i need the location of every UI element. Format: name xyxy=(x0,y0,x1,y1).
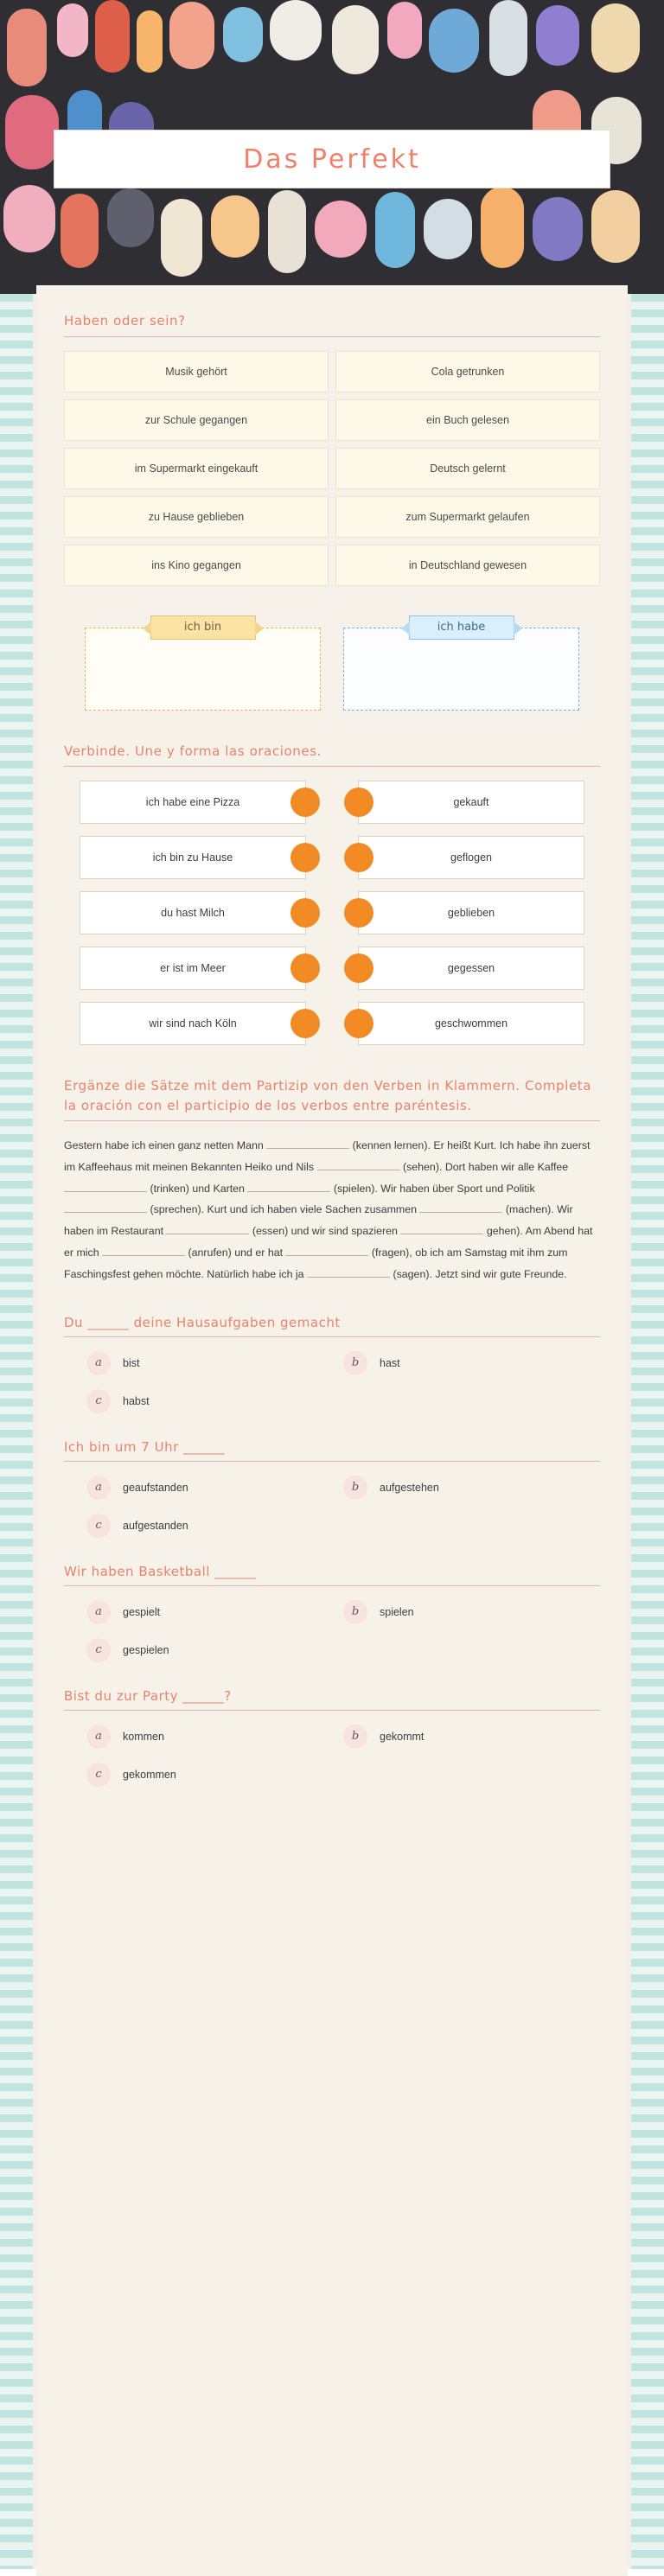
connector-dot-icon[interactable] xyxy=(344,898,374,928)
quiz-option[interactable] xyxy=(86,1600,343,1624)
quiz-question-1 xyxy=(64,1315,600,1413)
connector-dot-icon[interactable] xyxy=(344,1009,374,1038)
quiz-options xyxy=(64,1600,600,1662)
decor-blob xyxy=(3,185,55,252)
match-right-item[interactable] xyxy=(358,947,584,990)
match-left-label: ich habe eine Pizza xyxy=(145,796,240,808)
option-key-badge: b xyxy=(343,1351,367,1375)
phrase-cell[interactable]: Deutsch gelernt xyxy=(335,448,600,489)
quiz-option[interactable] xyxy=(86,1514,343,1538)
match-left-label: er ist im Meer xyxy=(160,962,226,974)
option-key-badge: c xyxy=(86,1514,111,1538)
decor-blob xyxy=(161,199,202,277)
decor-blob xyxy=(137,10,163,73)
quiz-options xyxy=(64,1476,600,1538)
connector-dot-icon[interactable] xyxy=(344,843,374,872)
option-key-badge: b xyxy=(343,1600,367,1624)
decor-blob xyxy=(489,0,527,76)
quiz-question-text: Bist du zur Party ______? xyxy=(64,1688,600,1711)
decor-blob xyxy=(387,2,422,59)
decor-blob xyxy=(107,188,154,247)
page-title: Das Perfekt xyxy=(243,143,421,175)
sort-box-ich-bin xyxy=(85,615,321,711)
answer-area-ich-habe[interactable] xyxy=(343,628,579,711)
cloze-blank[interactable] xyxy=(400,1223,483,1234)
quiz-option[interactable] xyxy=(86,1725,343,1749)
ribbon-label-ich-bin: ich bin xyxy=(150,615,256,640)
option-label: hast xyxy=(380,1356,400,1369)
cloze-blank[interactable] xyxy=(419,1202,502,1213)
match-right-item[interactable] xyxy=(358,891,584,934)
option-label: aufgestehen xyxy=(380,1481,439,1494)
sort-box-ich-habe xyxy=(343,615,579,711)
quiz-option[interactable] xyxy=(343,1351,600,1375)
phrase-grid xyxy=(64,351,600,586)
decor-blob xyxy=(424,199,472,259)
header-banner xyxy=(0,0,664,294)
option-label: bist xyxy=(123,1356,140,1369)
match-left-label: ich bin zu Hause xyxy=(152,851,233,864)
quiz-question-text: Ich bin um 7 Uhr ______ xyxy=(64,1439,600,1462)
match-left-item[interactable] xyxy=(80,947,306,990)
match-left-label: wir sind nach Köln xyxy=(149,1017,237,1030)
cloze-blank[interactable] xyxy=(285,1245,368,1256)
phrase-cell[interactable]: ein Buch gelesen xyxy=(335,399,600,441)
decor-blob xyxy=(591,3,640,73)
cloze-paragraph[interactable]: Gestern habe ich einen ganz netten Mann (kennen lernen). Er heißt Kurt. Ich habe ihn zuerst im Kaffeehaus mit meinen Bekannten Heiko und Nils (sehen). Dort haben wir alle Kaffee (trinken) und Karten (spielen). Wir haben über Sport und Politik (sprechen). Kurt und ich haben viele Sachen zusammen (machen). Wir haben im Restaurant (essen) und wir sind spazieren gehen). Am Abend hat er mich (anrufen) und er hat (fragen), ob ich am Samstag mit ihm zum Faschingsfest gehen möchte. Natürlich habe ich ja (sagen). Jetzt sind wir gute Freunde. xyxy=(64,1139,593,1280)
match-right-item[interactable] xyxy=(358,1002,584,1045)
quiz-question-2 xyxy=(64,1439,600,1538)
cloze-blank[interactable] xyxy=(102,1245,185,1256)
option-key-badge: a xyxy=(86,1351,111,1375)
decor-blob xyxy=(270,0,322,61)
option-label: habst xyxy=(123,1394,150,1407)
cloze-blank[interactable] xyxy=(64,1202,147,1213)
decor-blob xyxy=(533,197,583,261)
decor-blob xyxy=(7,9,47,86)
decor-blob xyxy=(268,190,306,273)
phrase-cell[interactable]: zur Schule gegangen xyxy=(64,399,329,441)
quiz-option[interactable] xyxy=(86,1476,343,1500)
match-left-item[interactable] xyxy=(80,781,306,824)
cloze-blank[interactable] xyxy=(64,1181,147,1192)
option-key-badge: c xyxy=(86,1638,111,1662)
sort-boxes xyxy=(64,615,600,711)
match-left-item[interactable] xyxy=(80,891,306,934)
decor-blob xyxy=(315,201,367,258)
worksheet-title-card xyxy=(54,130,610,188)
decor-blob xyxy=(429,9,479,73)
cloze-blank[interactable] xyxy=(317,1159,400,1170)
decor-blob xyxy=(332,5,379,74)
option-label: gespielt xyxy=(123,1605,161,1618)
decor-blob xyxy=(61,194,99,268)
decor-blob xyxy=(223,7,263,62)
match-left-item[interactable] xyxy=(80,1002,306,1045)
connector-dot-icon[interactable] xyxy=(290,787,320,817)
connector-dot-icon[interactable] xyxy=(290,953,320,983)
match-right-label: geflogen xyxy=(450,851,492,864)
phrase-cell[interactable]: ins Kino gegangen xyxy=(64,545,329,586)
decor-blob xyxy=(211,195,259,258)
phrase-cell[interactable]: im Supermarkt eingekauft xyxy=(64,448,329,489)
decor-blob xyxy=(375,192,415,268)
decor-blob xyxy=(536,5,579,66)
connector-dot-icon[interactable] xyxy=(344,953,374,983)
match-left-item[interactable] xyxy=(80,836,306,879)
worksheet-body xyxy=(0,294,664,2569)
ribbon-label-ich-habe: ich habe xyxy=(409,615,514,640)
option-key-badge: a xyxy=(86,1725,111,1749)
connector-dot-icon[interactable] xyxy=(344,787,374,817)
option-label: aufgestanden xyxy=(123,1519,188,1532)
quiz-option[interactable] xyxy=(343,1725,600,1749)
decor-blob xyxy=(591,190,640,263)
quiz-question-text: Du ______ deine Hausaufgaben gemacht xyxy=(64,1315,600,1337)
option-label: kommen xyxy=(123,1730,164,1743)
match-right-label: gekauft xyxy=(453,796,489,808)
option-label: gekommt xyxy=(380,1730,425,1743)
quiz-option[interactable] xyxy=(86,1389,343,1413)
phrase-cell[interactable]: Musik gehört xyxy=(64,351,329,392)
decor-blob xyxy=(481,187,524,268)
cloze-blank[interactable] xyxy=(166,1223,249,1234)
decor-blob xyxy=(169,2,214,69)
decor-blob xyxy=(5,95,59,169)
right-border-pattern xyxy=(631,294,664,2569)
quiz-options xyxy=(64,1725,600,1787)
decor-blob xyxy=(95,0,130,73)
cloze-blank[interactable] xyxy=(307,1266,390,1278)
phrase-cell[interactable]: zu Hause geblieben xyxy=(64,496,329,538)
worksheet-sheet xyxy=(36,285,628,2576)
cloze-blank[interactable] xyxy=(247,1181,330,1192)
phrase-cell[interactable]: in Deutschland gewesen xyxy=(335,545,600,586)
quiz-option[interactable] xyxy=(86,1763,343,1787)
match-right-item[interactable] xyxy=(358,781,584,824)
connector-dot-icon[interactable] xyxy=(290,843,320,872)
quiz-options xyxy=(64,1351,600,1413)
option-key-badge: b xyxy=(343,1725,367,1749)
quiz-option[interactable] xyxy=(343,1476,600,1500)
quiz-option[interactable] xyxy=(86,1638,343,1662)
option-key-badge: a xyxy=(86,1600,111,1624)
option-label: geaufstanden xyxy=(123,1481,188,1494)
option-label: gekommen xyxy=(123,1768,176,1781)
match-left-label: du hast Milch xyxy=(161,907,225,919)
option-key-badge: b xyxy=(343,1476,367,1500)
quiz-question-4 xyxy=(64,1688,600,1787)
option-label: gespielen xyxy=(123,1643,169,1656)
quiz-question-text: Wir haben Basketball ______ xyxy=(64,1564,600,1586)
cloze-blank[interactable] xyxy=(266,1138,349,1149)
phrase-cell[interactable]: zum Supermarkt gelaufen xyxy=(335,496,600,538)
quiz-question-3 xyxy=(64,1564,600,1662)
connector-dot-icon[interactable] xyxy=(290,1009,320,1038)
connector-dot-icon[interactable] xyxy=(290,898,320,928)
quiz-option[interactable] xyxy=(86,1351,343,1375)
option-key-badge: a xyxy=(86,1476,111,1500)
option-key-badge: c xyxy=(86,1389,111,1413)
left-border-pattern xyxy=(0,294,33,2569)
section-heading-verbinde: Verbinde. Une y forma las oraciones. xyxy=(64,742,600,768)
answer-area-ich-bin[interactable] xyxy=(85,628,321,711)
section-heading-ergaenze: Ergänze die Sätze mit dem Partizip von den Verben in Klammern. Completa la oración con el participio de los verbos entre paréntesis. xyxy=(64,1076,600,1121)
match-right-label: geschwommen xyxy=(434,1017,508,1030)
option-key-badge: c xyxy=(86,1763,111,1787)
section-heading-haben-oder-sein: Haben oder sein? xyxy=(64,311,600,337)
match-right-item[interactable] xyxy=(358,836,584,879)
quiz-option[interactable] xyxy=(343,1600,600,1624)
match-right-label: geblieben xyxy=(447,907,495,919)
match-right-label: gegessen xyxy=(447,962,495,974)
option-label: spielen xyxy=(380,1605,414,1618)
decor-blob xyxy=(57,3,88,57)
matching-exercise xyxy=(64,781,600,1045)
phrase-cell[interactable]: Cola getrunken xyxy=(335,351,600,392)
